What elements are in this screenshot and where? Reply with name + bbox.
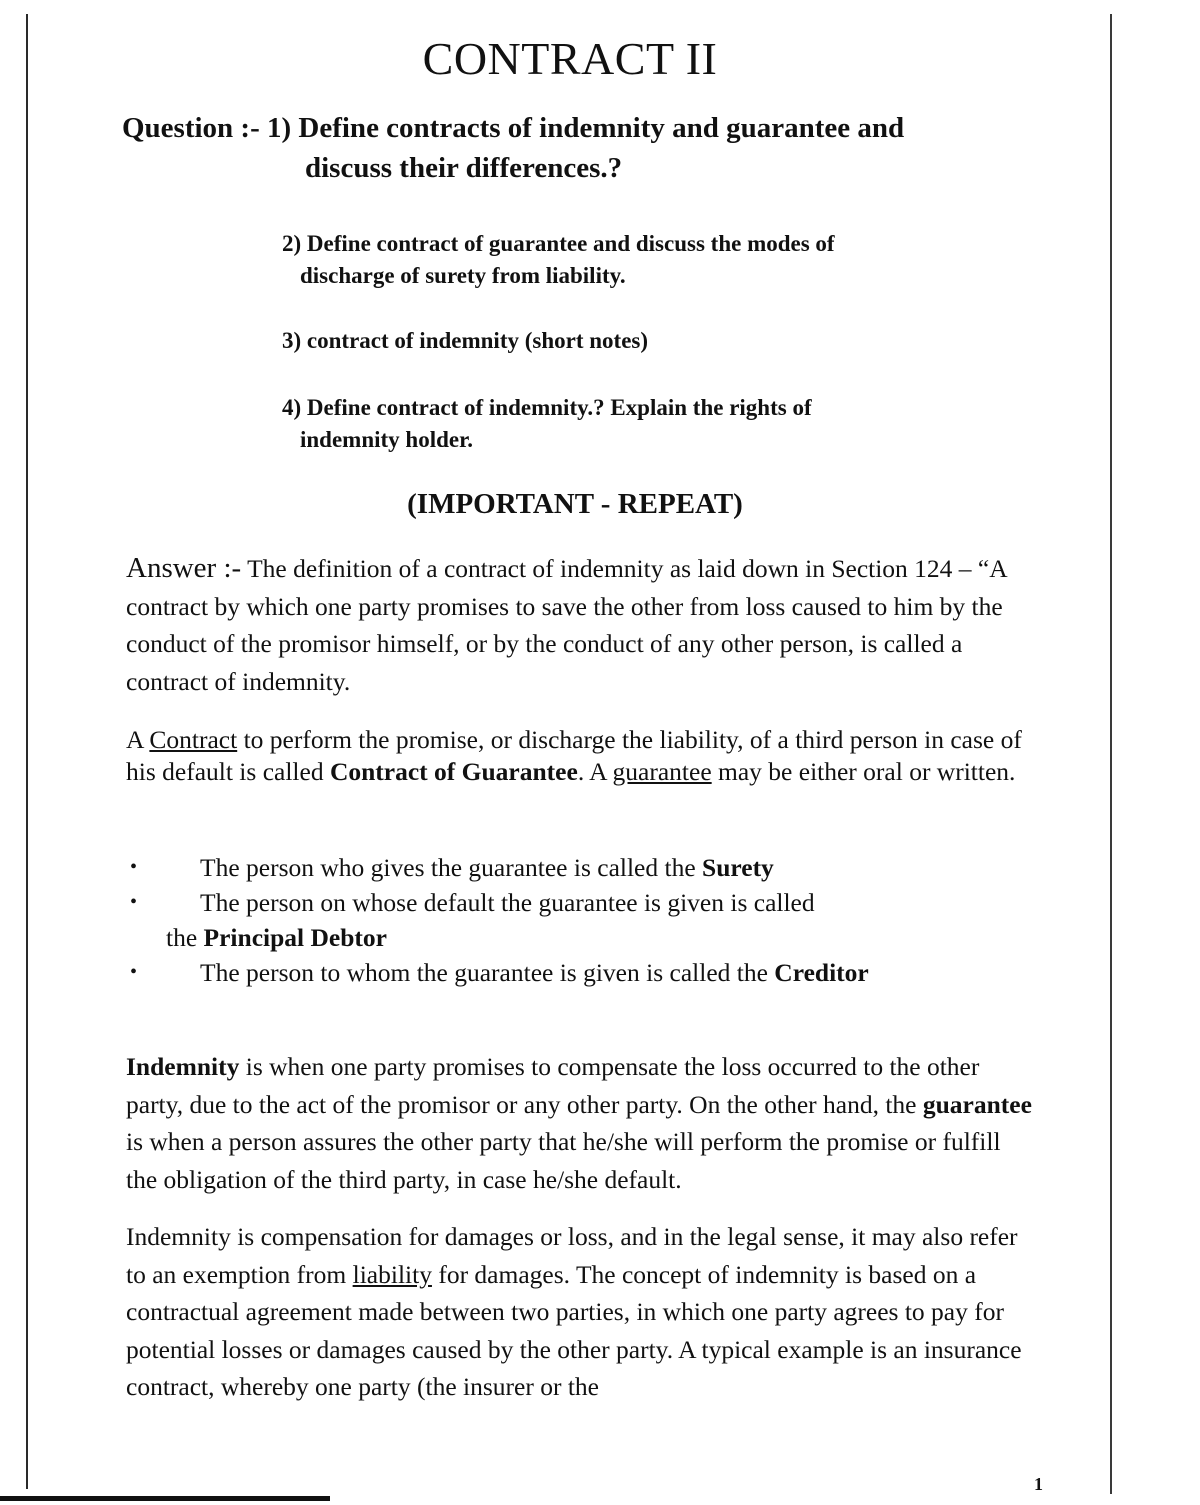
indemnity-para-part2: is when a person assures the other party that he/she will perform the promise or fulfill the obligation of the third party, in case he/she default. xyxy=(126,1127,1001,1194)
list-item xyxy=(126,850,1026,885)
bullet-term-surety: Surety xyxy=(702,853,774,882)
question-2 xyxy=(282,228,982,292)
bullet-icon: • xyxy=(130,891,138,913)
guarantee-definition-paragraph xyxy=(126,724,1036,788)
list-item xyxy=(126,885,1026,920)
guarantee-para-end: may be either oral or written. xyxy=(711,757,1016,786)
compensation-para-part2: for damages. The concept of indemnity is based on a contractual agreement made between two parties, in which one party agrees to pay for potential losses or damages caused by the other party. A typical example is an insurance contract, whereby one party (the insurer or the xyxy=(126,1259,1022,1401)
question-3: 3) contract of indemnity (short notes) xyxy=(282,328,649,353)
contract-of-guarantee-term: Contract of Guarantee xyxy=(329,757,578,786)
bullet-text: The person to whom the guarantee is given is called the xyxy=(200,958,775,987)
page-title: CONTRACT II xyxy=(422,33,718,84)
guarantee-para-mid: to perform the promise, or discharge the liability, of a third person in case of his default is called xyxy=(126,725,1022,786)
scan-border-left xyxy=(26,14,28,1489)
contract-word-underlined: Contract xyxy=(149,725,238,754)
question-1-line2: discuss their differences.? xyxy=(305,152,623,184)
indemnity-compensation-paragraph xyxy=(126,1218,1036,1406)
guarantee-para-mid2: . A xyxy=(577,757,613,786)
bullet-text: The person who gives the guarantee is called the xyxy=(200,853,703,882)
compensation-para-part1: Indemnity is compensation for damages or loss, and in the legal sense, it may also refer to an exemption from xyxy=(126,1222,1018,1289)
answer-paragraph xyxy=(126,550,1036,700)
guarantee-word-underlined: guarantee xyxy=(612,757,712,786)
question-2-line1: 2) Define contract of guarantee and discuss the modes of xyxy=(282,231,835,256)
list-item-continuation xyxy=(126,920,1026,955)
bullet-icon: • xyxy=(130,856,138,878)
page-number: 1 xyxy=(1034,1474,1043,1494)
parties-bullet-list xyxy=(126,850,1026,990)
guarantee-term: guarantee xyxy=(922,1089,1032,1119)
important-repeat-label: (IMPORTANT - REPEAT) xyxy=(407,488,743,520)
liability-link[interactable]: liability xyxy=(352,1259,432,1289)
question-2-line2: discharge of surety from liability. xyxy=(300,263,626,288)
question-4-line1: 4) Define contract of indemnity.? Explain the rights of xyxy=(282,395,812,420)
bullet-term-principal-debtor: Principal Debtor xyxy=(203,923,387,952)
bullet-term-creditor: Creditor xyxy=(774,958,869,987)
question-4 xyxy=(282,392,982,456)
scan-border-bottom xyxy=(0,1496,330,1501)
question-1-line1: Question :- 1) Define contracts of indemnity and guarantee and xyxy=(122,112,905,144)
bullet-icon: • xyxy=(130,961,138,983)
scan-border-right xyxy=(1110,14,1112,1494)
indemnity-para-part1: is when one party promises to compensate the loss occurred to the other party, due to the act of the promisor or any other party. On the other hand, the xyxy=(126,1052,980,1119)
answer-text: The definition of a contract of indemnity as laid down in Section 124 – “A contract by which one party promises to save the other from loss caused to him by the conduct of the promisor himself, or by the conduct of any other person, is called a contract of indemnity. xyxy=(126,554,1007,696)
answer-lead: Answer :- xyxy=(126,552,242,584)
bullet-cont-text: the xyxy=(166,923,204,952)
indemnity-term: Indemnity xyxy=(126,1052,240,1081)
bullet-text: The person on whose default the guarantee is given is called xyxy=(200,888,815,917)
question-4-line2: indemnity holder. xyxy=(300,427,473,452)
guarantee-para-a: A xyxy=(126,725,150,754)
list-item xyxy=(126,955,1026,990)
indemnity-vs-guarantee-paragraph xyxy=(126,1048,1036,1198)
